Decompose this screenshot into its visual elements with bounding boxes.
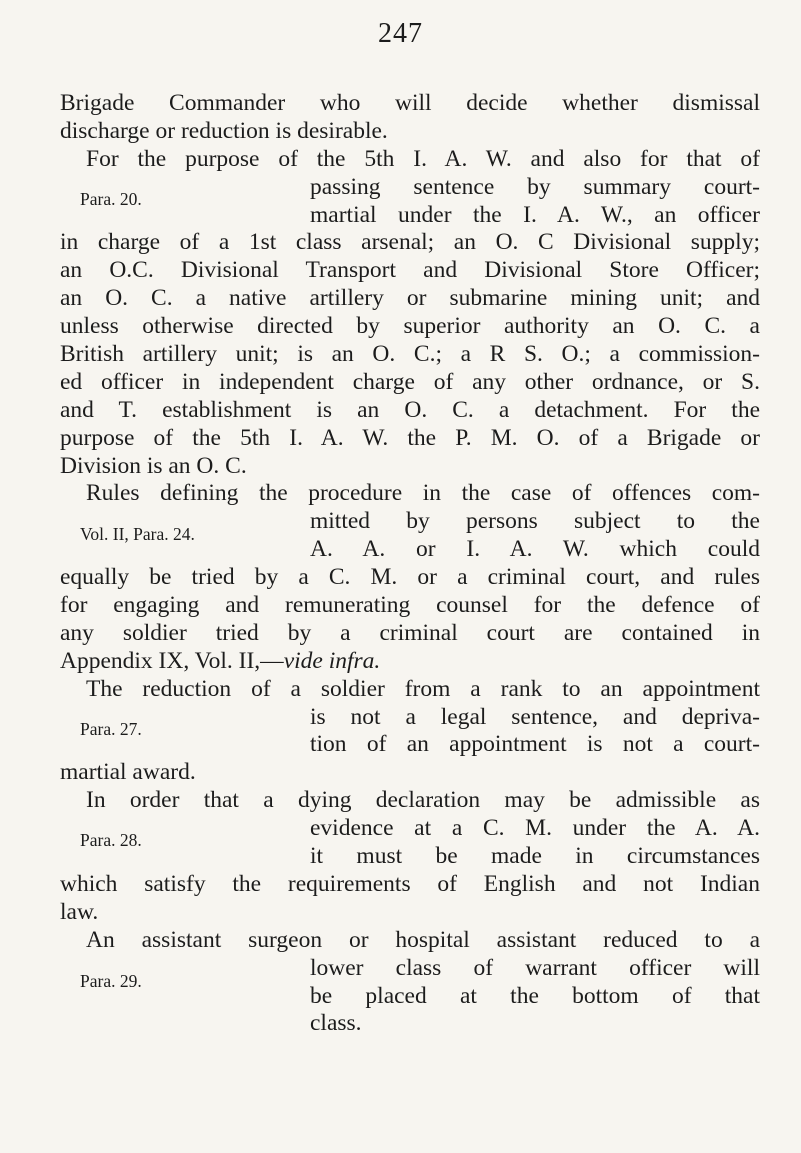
margin-note: Para. 20. (80, 188, 142, 209)
text-line: British artillery unit; is an O. C.; a R S. O.; a commission- (60, 341, 760, 368)
margin-note: Para. 27. (80, 718, 142, 739)
text-line: The reduction of a soldier from a rank to an appointment (86, 675, 760, 702)
text-line: an O.C. Divisional Transport and Divisional Store Officer; (60, 257, 760, 284)
text-line: any soldier tried by a criminal court are contained in (60, 619, 760, 646)
text-line (60, 648, 760, 676)
text-line: be placed at the bottom of that (310, 982, 760, 1009)
text-line: ed officer in independent charge of any other ordnance, or S. (60, 368, 760, 395)
text-line: which satisfy the requirements of English and not Indian (60, 870, 760, 897)
paragraph-intro (60, 90, 760, 146)
text-line: A. A. or I. A. W. which could (310, 536, 760, 563)
page-number: 247 (378, 18, 423, 49)
vide-infra: vide infra. (283, 647, 381, 674)
text-line: for engaging and remunerating counsel for the defence of (60, 592, 760, 619)
text-line: passing sentence by summary court- (310, 173, 760, 200)
text-line: and T. establishment is an O. C. a detachment. For the (60, 396, 760, 423)
text-line: it must be made in circumstances (310, 843, 760, 870)
text-line: discharge or reduction is desirable. (60, 117, 388, 144)
paragraph-para-28 (60, 787, 760, 926)
text-line: law. (60, 898, 99, 925)
paragraph-para-27 (60, 676, 760, 788)
page-body (60, 90, 760, 1038)
text-line: an O. C. a native artillery or submarine mining unit; and (60, 285, 760, 312)
text-line: class. (310, 1010, 362, 1037)
text-line: In order that a dying declaration may be admissible as (86, 787, 760, 814)
text-line: Division is an O. C. (60, 452, 247, 479)
text-line: For the purpose of the 5th I. A. W. and also for that of (86, 145, 760, 172)
text-line: purpose of the 5th I. A. W. the P. M. O. of a Brigade or (60, 424, 760, 451)
text-line: is not a legal sentence, and depriva- (310, 703, 760, 730)
paragraph-vol-ii-para-24 (60, 480, 760, 675)
margin-note: Vol. II, Para. 24. (80, 524, 195, 545)
text-line: tion of an appointment is not a court- (310, 731, 760, 758)
text-line: martial award. (60, 759, 196, 786)
text-line: mitted by persons subject to the (310, 508, 760, 535)
paragraph-para-29 (60, 927, 760, 1039)
text-line: Brigade Commander who will decide whether dismissal (60, 90, 760, 116)
margin-note: Para. 29. (80, 970, 142, 991)
text-line: An assistant surgeon or hospital assistant reduced to a (86, 926, 760, 953)
paragraph-para-20 (60, 146, 760, 481)
text-line: evidence at a C. M. under the A. A. (310, 815, 760, 842)
text-line: lower class of warrant officer will (310, 954, 760, 981)
margin-note: Para. 28. (80, 830, 142, 851)
text-line: Rules defining the procedure in the case of offences com- (86, 480, 760, 507)
text-line: equally be tried by a C. M. or a criminal court, and rules (60, 564, 760, 591)
text-line: in charge of a 1st class arsenal; an O. C Divisional supply; (60, 229, 760, 256)
text-line: unless otherwise directed by superior authority an O. C. a (60, 313, 760, 340)
appendix-reference: Appendix IX, Vol. II,— (60, 647, 284, 674)
text-line: martial under the I. A. W., an officer (310, 201, 760, 228)
